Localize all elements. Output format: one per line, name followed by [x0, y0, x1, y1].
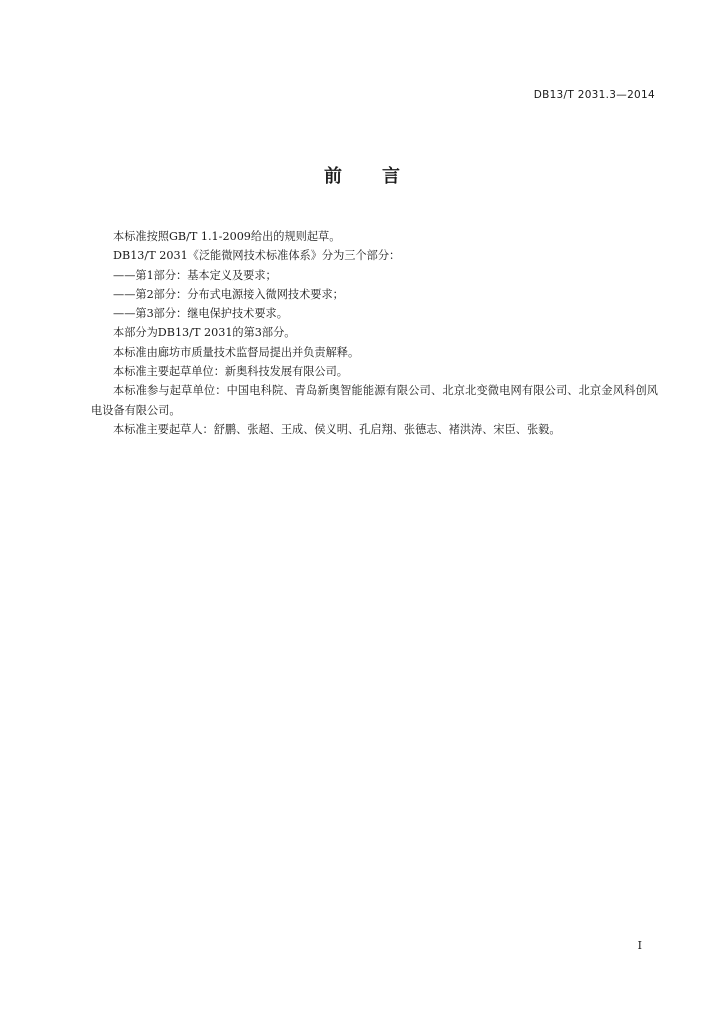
- document-code: DB13/T 2031.3—2014: [533, 89, 655, 101]
- foreword-body: [91, 227, 658, 439]
- paragraph-standard-parts: DB13/T 2031《泛能微网技术标准体系》分为三个部分：: [113, 249, 401, 263]
- paragraph-main-drafter: 本标准主要起草单位：新奥科技发展有限公司。: [113, 365, 348, 379]
- paragraph-participating-drafters: 本标准参与起草单位：中国电科院、青岛新奥智能能源有限公司、北京北变微电网有限公司、北京金风科创风电设备有限公司。: [91, 384, 658, 417]
- page-title: [0, 162, 724, 188]
- list-item-part-3: ——第3部分：继电保护技术要求。: [113, 307, 288, 321]
- title-char-1: 前: [324, 166, 342, 187]
- list-item-part-2: ——第2部分：分布式电源接入微网技术要求；: [113, 287, 344, 301]
- paragraph-drafting-persons: 本标准主要起草人：舒鹏、张超、王成、侯义明、孔启翔、张德志、褚洪涛、宋臣、张毅。: [113, 422, 561, 436]
- paragraph-proposer: 本标准由廊坊市质量技术监督局提出并负责解释。: [113, 345, 360, 359]
- list-item-part-1: ——第1部分：基本定义及要求；: [113, 268, 277, 282]
- page-number: I: [637, 939, 642, 952]
- paragraph-drafting-rules: 本标准按照GB/T 1.1-2009给出的规则起草。: [113, 230, 341, 243]
- title-char-2: 言: [382, 166, 400, 187]
- paragraph-this-part: 本部分为DB13/T 2031的第3部分。: [113, 326, 296, 340]
